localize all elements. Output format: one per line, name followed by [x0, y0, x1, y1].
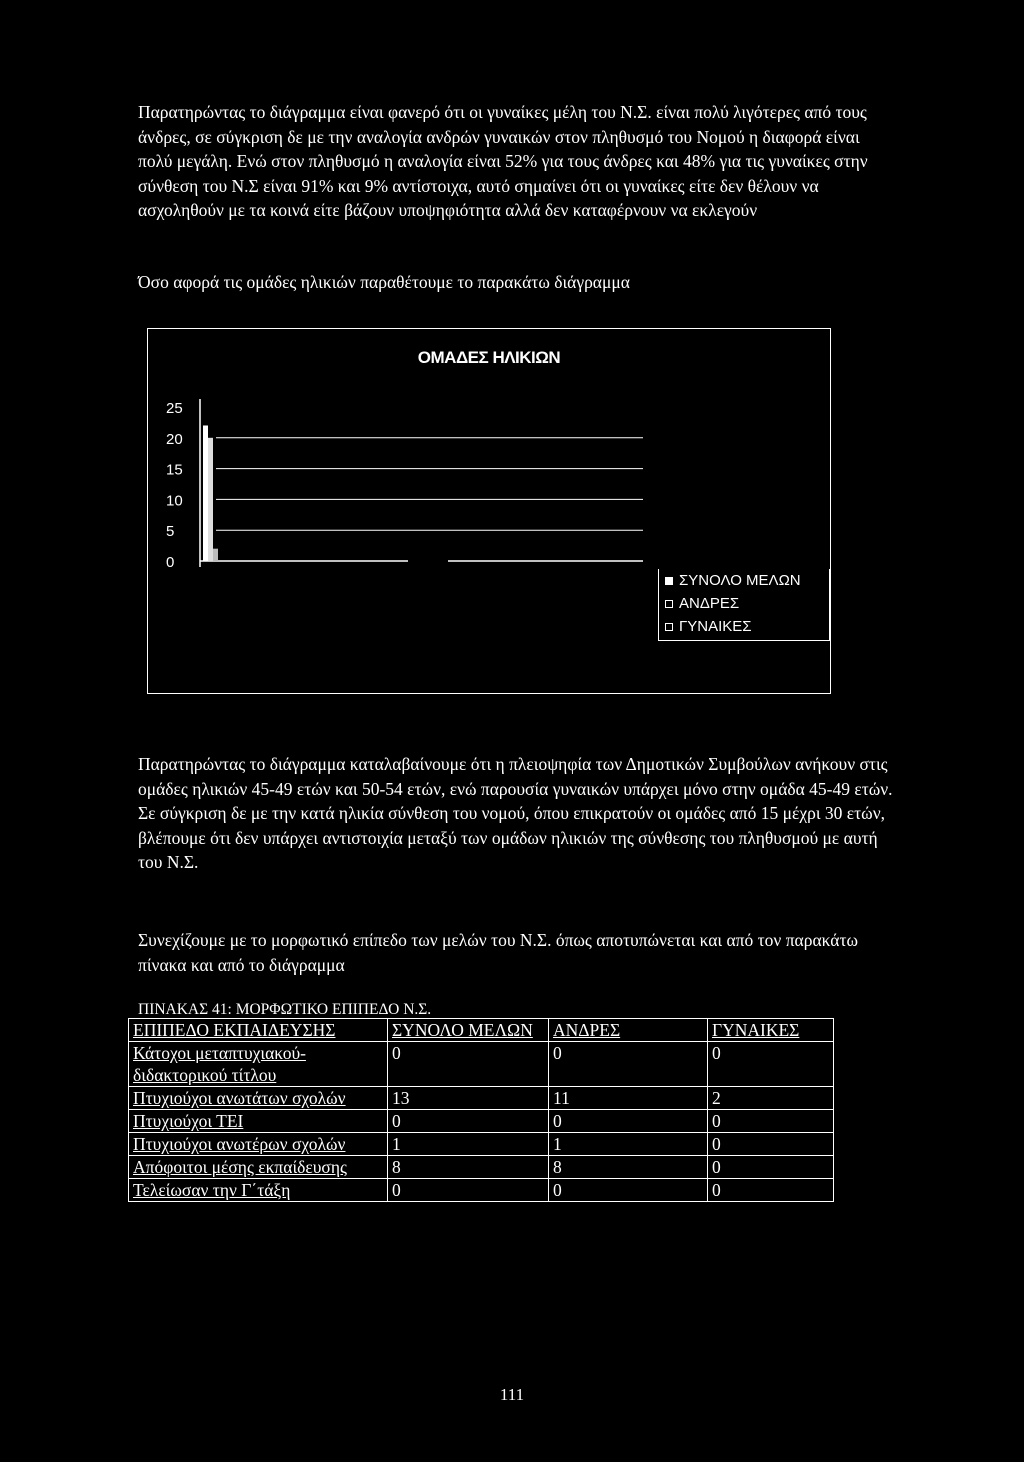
- y-tick-label: 10: [166, 492, 183, 510]
- table-row: [129, 1110, 834, 1133]
- age-groups-chart: [147, 328, 831, 694]
- table-header-cell: ΓΥΝΑΙΚΕΣ: [708, 1019, 834, 1042]
- table-row: [129, 1042, 834, 1087]
- y-tick-label: 20: [166, 430, 183, 448]
- table-cell: Πτυχιούχοι ανωτέρων σχολών: [129, 1133, 388, 1156]
- table-cell: 0: [708, 1133, 834, 1156]
- table-cell: 0: [388, 1110, 549, 1133]
- legend-swatch-empty-icon: [665, 600, 673, 608]
- table-cell: 0: [549, 1042, 708, 1087]
- table-cell: 13: [388, 1087, 549, 1110]
- y-tick-label: 15: [166, 461, 183, 479]
- table-cell: 0: [549, 1110, 708, 1133]
- chart-legend: [658, 569, 830, 641]
- table-cell: 1: [549, 1133, 708, 1156]
- table-cell: 8: [388, 1156, 549, 1179]
- table-cell: 8: [549, 1156, 708, 1179]
- y-tick-label: 25: [166, 400, 183, 417]
- age-groups-analysis: Παρατηρώντας το διάγραμμα καταλαβαίνουμε ότι η πλειοψηφία των Δημοτικών Συμβούλων ανήκουν στις ομάδες ηλικιών 45-49 ετών και 50-54 ετών, ενώ παρουσία γυναικών υπάρχει μόνο στην ομάδα 45-49 ετών. Σε σύγκριση δε με την κατά ηλικία σύνθεση του νομού, όπου επικρατούν οι ομάδες από 15 μέχρι 30 ετών, βλέπουμε ότι δεν υπάρχει αντιστοιχία μεταξύ των ομάδων ηλικιών της σύνθεσης του πληθυσμού με αυτή του Ν.Σ.: [138, 754, 893, 872]
- chart-title: ΟΜΑΔΕΣ ΗΛΙΚΙΩΝ: [417, 348, 561, 367]
- bar-total: [203, 425, 208, 561]
- table-row: [129, 1087, 834, 1110]
- table-cell: 0: [708, 1110, 834, 1133]
- legend-swatch-filled-icon: [665, 577, 673, 585]
- bar-men: [208, 438, 213, 561]
- table-cell: Πτυχιούχοι ανωτάτων σχολών: [129, 1087, 388, 1110]
- table-cell: 0: [388, 1179, 549, 1202]
- table-cell: 1: [388, 1133, 549, 1156]
- y-tick-label: 5: [166, 523, 175, 541]
- age-groups-intro: Όσο αφορά τις ομάδες ηλικιών παραθέτουμε το παρακάτω διάγραμμα: [138, 272, 630, 292]
- page-number: 111: [499, 1385, 525, 1404]
- table-cell: 0: [388, 1042, 549, 1087]
- table-header-cell: ΕΠΙΠΕΔΟ ΕΚΠΑΙΔΕΥΣΗΣ: [129, 1019, 388, 1042]
- table-cell: Απόφοιτοι μέσης εκπαίδευσης: [129, 1156, 388, 1179]
- table-cell: Τελείωσαν την Γ΄τάξη: [129, 1179, 388, 1202]
- table-cell: 11: [549, 1087, 708, 1110]
- legend-item-men: ΑΝΔΡΕΣ: [665, 592, 829, 615]
- bar-women: [213, 549, 218, 561]
- table-cell: Πτυχιούχοι ΤΕΙ: [129, 1110, 388, 1133]
- table-caption: ΠΙΝΑΚΑΣ 41: ΜΟΡΦΩΤΙΚΟ ΕΠΙΠΕΔΟ Ν.Σ.: [138, 1001, 432, 1018]
- table-header-cell: ΣΥΝΟΛΟ ΜΕΛΩΝ: [388, 1019, 549, 1042]
- table-cell: Κάτοχοι μεταπτυχιακού-διδακτορικού τίτλου: [129, 1042, 388, 1087]
- table-cell: 0: [708, 1179, 834, 1202]
- intro-paragraph: Παρατηρώντας το διάγραμμα είναι φανερό ότι οι γυναίκες μέλη του Ν.Σ. είναι πολύ λιγότερες από τους άνδρες, σε σύγκριση δε με την αναλογία ανδρών γυναικών στον πληθυσμό του Νομού η διαφορά είναι πολύ μεγάλη. Ενώ στον πληθυσμό η αναλογία είναι 52% για τους άνδρες και 48% για τις γυναίκες στην σύνθεση του Ν.Σ είναι 91% και 9% αντίστοιχα, αυτό σημαίνει ότι οι γυναίκες είτε δεν θέλουν να ασχοληθούν με τα κοινά είτε βάζουν υποψηφιότητα αλλά δεν καταφέρνουν να εκλεγούν: [138, 102, 868, 220]
- table-cell: 0: [708, 1156, 834, 1179]
- table-header-cell: ΑΝΔΡΕΣ: [549, 1019, 708, 1042]
- table-row: [129, 1133, 834, 1156]
- table-cell: 0: [708, 1042, 834, 1087]
- table-cell: 0: [549, 1179, 708, 1202]
- table-header-row: [129, 1019, 834, 1042]
- education-table: [128, 1018, 834, 1202]
- table-row: [129, 1156, 834, 1179]
- legend-swatch-empty-icon: [665, 623, 673, 631]
- legend-item-total: ΣΥΝΟΛΟ ΜΕΛΩΝ: [665, 569, 829, 592]
- y-tick-label: 0: [166, 554, 175, 571]
- legend-item-women: ΓΥΝΑΙΚΕΣ: [665, 615, 829, 638]
- table-cell: 2: [708, 1087, 834, 1110]
- education-intro: Συνεχίζουμε με το μορφωτικό επίπεδο των μελών του Ν.Σ. όπως αποτυπώνεται και από τον παρακάτω πίνακα και από το διάγραμμα: [138, 930, 858, 975]
- table-row: [129, 1179, 834, 1202]
